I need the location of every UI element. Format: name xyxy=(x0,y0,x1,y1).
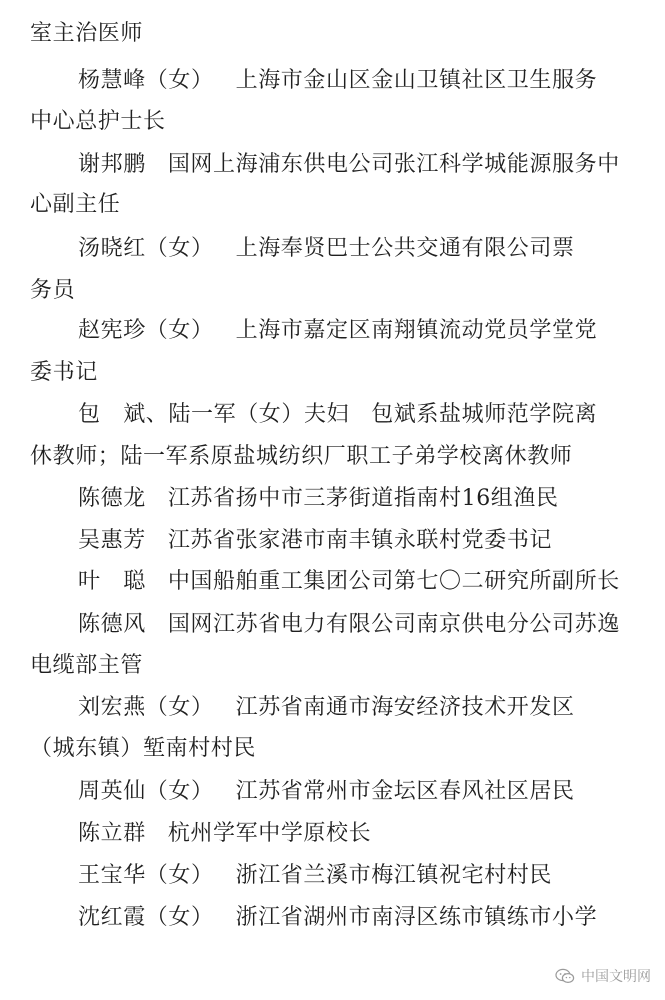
person-description: 江苏省张家港市南丰镇永联村党委书记 xyxy=(167,528,553,553)
entry-line xyxy=(78,526,552,556)
person-description: 中国船舶重工集团公司第七〇二研究所副所长 xyxy=(167,569,620,594)
text-line xyxy=(30,358,98,388)
person-name: 陈德龙 xyxy=(78,486,146,511)
text-line xyxy=(30,276,75,306)
person-description: 江苏省常州市金坛区春风社区居民 xyxy=(235,779,575,804)
person-description: 江苏省扬中市三茅街道指南村16组渔民 xyxy=(167,486,559,511)
entry-line xyxy=(78,610,620,640)
text-line xyxy=(30,651,143,681)
person-description: 浙江省湖州市南浔区练市镇练市小学 xyxy=(235,905,598,930)
person-name: 刘宏燕（女） xyxy=(78,695,214,720)
person-description: 杭州学军中学原校长 xyxy=(167,821,372,846)
person-name: 杨慧峰（女） xyxy=(78,68,214,93)
person-description: 上海市嘉定区南翔镇流动党员学堂党 xyxy=(235,318,598,343)
person-description: 包斌系盐城师范学院离 xyxy=(371,402,598,427)
text-line xyxy=(30,190,120,220)
entry-line xyxy=(78,234,575,264)
person-name: 汤晓红（女） xyxy=(78,236,214,261)
entry-line xyxy=(78,316,597,346)
line-text: 务员 xyxy=(30,278,76,303)
entry-line xyxy=(78,484,559,514)
entry-line xyxy=(78,777,575,807)
line-text: 心副主任 xyxy=(30,192,121,217)
entry-line xyxy=(78,861,552,891)
wechat-icon xyxy=(555,968,575,984)
person-name: 叶 聪 xyxy=(78,569,146,594)
entry-line xyxy=(78,903,597,933)
line-text: （城东镇）堑南村村民 xyxy=(30,736,257,761)
entry-line xyxy=(78,567,620,597)
line-text: 休教师；陆一军系原盐城纺织厂职工子弟学校离休教师 xyxy=(30,444,573,469)
entry-line xyxy=(78,150,620,180)
person-name: 周英仙（女） xyxy=(78,779,214,804)
text-line xyxy=(30,442,572,472)
person-description: 上海奉贤巴士公共交通有限公司票 xyxy=(235,236,575,261)
person-name: 王宝华（女） xyxy=(78,863,214,888)
person-name: 陈德风 xyxy=(78,612,146,637)
person-description: 江苏省南通市海安经济技术开发区 xyxy=(235,695,575,720)
line-text: 电缆部主管 xyxy=(30,653,144,678)
person-description: 浙江省兰溪市梅江镇祝宅村村民 xyxy=(235,863,553,888)
watermark-text: 中国文明网 xyxy=(581,968,651,984)
person-description: 国网江苏省电力有限公司南京供电分公司苏逸 xyxy=(167,612,620,637)
line-text: 室主治医师 xyxy=(30,21,144,46)
line-text: 委书记 xyxy=(30,360,98,385)
entry-line xyxy=(78,66,597,96)
person-name: 沈红霞（女） xyxy=(78,905,214,930)
person-name: 包 斌、陆一军（女）夫妇 xyxy=(78,402,350,427)
line-text: 中心总护士长 xyxy=(30,109,166,134)
text-line xyxy=(30,734,256,764)
person-description: 国网上海浦东供电公司张江科学城能源服务中 xyxy=(167,152,620,177)
text-line xyxy=(30,19,143,49)
person-name: 陈立群 xyxy=(78,821,146,846)
person-name: 谢邦鹏 xyxy=(78,152,146,177)
person-description: 上海市金山区金山卫镇社区卫生服务 xyxy=(235,68,598,93)
text-line xyxy=(30,107,166,137)
person-name: 赵宪珍（女） xyxy=(78,318,214,343)
entry-line xyxy=(78,400,597,430)
entry-line xyxy=(78,693,575,723)
entry-line xyxy=(78,819,371,849)
watermark xyxy=(555,966,651,986)
person-name: 吴惠芳 xyxy=(78,528,146,553)
